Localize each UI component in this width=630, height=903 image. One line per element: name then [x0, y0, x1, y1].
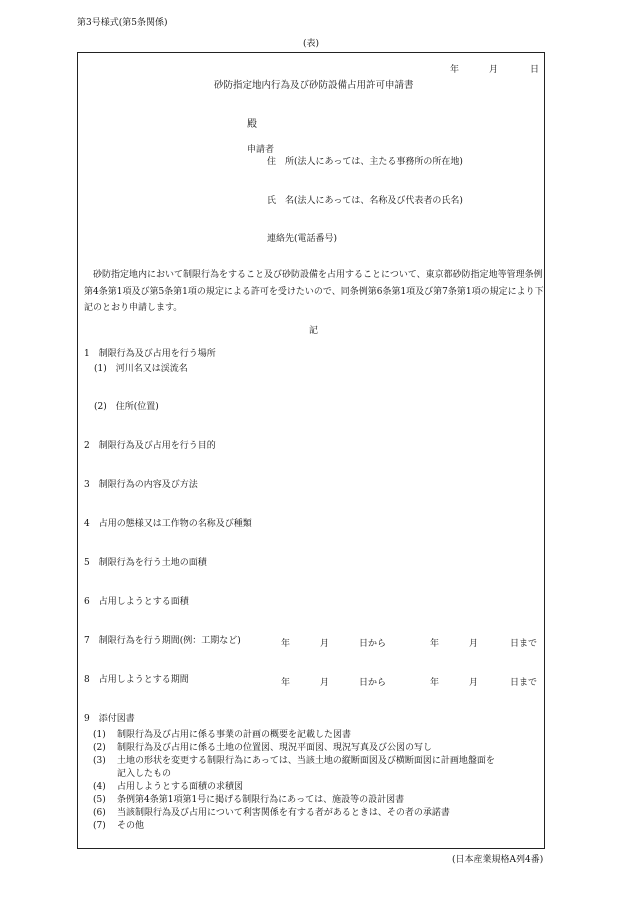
attachment-item: (5) 条例第4条第1項第1号に掲げる制限行為にあっては、施設等の設計図書 [93, 795, 405, 805]
form-number: 第3号様式(第5条関係) [77, 18, 168, 28]
form-title: 砂防指定地内行為及び砂防設備占用許可申請書 [214, 80, 414, 91]
item-7-end-month: 月 [469, 639, 479, 649]
item-4: 4 占用の態様又は工作物の名称及び種類 [84, 519, 252, 529]
item-8-start-year: 年 [281, 678, 291, 688]
item-3: 3 制限行為の内容及び方法 [84, 480, 198, 490]
item-8-start-day: 日から [359, 678, 387, 688]
date-day: 日 [530, 65, 540, 75]
attachment-item: (4) 占用しようとする面積の求積図 [93, 782, 244, 792]
item-8-end-year: 年 [430, 678, 440, 688]
item-8-end-month: 月 [469, 678, 479, 688]
application-body: 砂防指定地内において制限行為をすること及び砂防設備を占用することについて、東京都砂防指定地等管理条例第4条第1項及び第5条第1項の規定による許可を受けたいので、同条例第6条第1項及び第7条第1項の規定により下記のとおり申請します。 [84, 270, 544, 313]
item-8: 8 占用しようとする期間 [84, 675, 189, 685]
item-7-end-day: 日まで [510, 639, 538, 649]
name-label: 氏 名(法人にあっては、名称及び代表者の氏名) [267, 196, 463, 206]
item-7-start-month: 月 [320, 639, 330, 649]
ki-label: 記 [309, 326, 319, 336]
item-9: 9 添付図書 [84, 714, 135, 724]
item-8-start-month: 月 [320, 678, 330, 688]
item-1-2: (2) 住所(位置) [94, 402, 159, 412]
contact-label: 連絡先(電話番号) [267, 234, 338, 244]
item-6: 6 占用しようとする面積 [84, 597, 189, 607]
item-5: 5 制限行為を行う土地の面積 [84, 558, 207, 568]
item-1: 1 制限行為及び占用を行う場所 [84, 349, 216, 359]
attachment-item: (3) 土地の形状を変更する制限行為にあっては、当該土地の縦断面図及び横断面図に計画地盤面を [93, 756, 495, 766]
item-1-1: (1) 河川名又は渓流名 [94, 364, 188, 374]
attachment-item: (1) 制限行為及び占用に係る事業の計画の概要を記載した図書 [93, 730, 352, 740]
attachment-item: (2) 制限行為及び占用に係る土地の位置図、現況平面図、現況写真及び公図の写し [93, 743, 433, 753]
attachment-item: (7) その他 [93, 821, 145, 831]
item-7-end-year: 年 [430, 639, 440, 649]
item-8-end-day: 日まで [510, 678, 538, 688]
attachment-item: (6) 当該制限行為及び占用について利害関係を有する者があるときは、その者の承諾書 [93, 808, 450, 818]
item-2: 2 制限行為及び占用を行う目的 [84, 441, 216, 451]
address-label: 住 所(法人にあっては、主たる事務所の所在地) [267, 157, 463, 167]
side-label: (表) [303, 39, 320, 49]
attachment-item: 記入したもの [117, 769, 172, 779]
addressee-suffix: 殿 [247, 119, 257, 130]
paper-size-note: (日本産業規格A列4番) [452, 855, 544, 865]
item-7-start-year: 年 [281, 639, 291, 649]
item-7: 7 制限行為を行う期間(例：工期など) [84, 636, 241, 646]
date-year: 年 [450, 65, 460, 75]
date-month: 月 [489, 65, 499, 75]
item-7-start-day: 日から [359, 639, 387, 649]
applicant-label: 申請者 [247, 145, 275, 155]
